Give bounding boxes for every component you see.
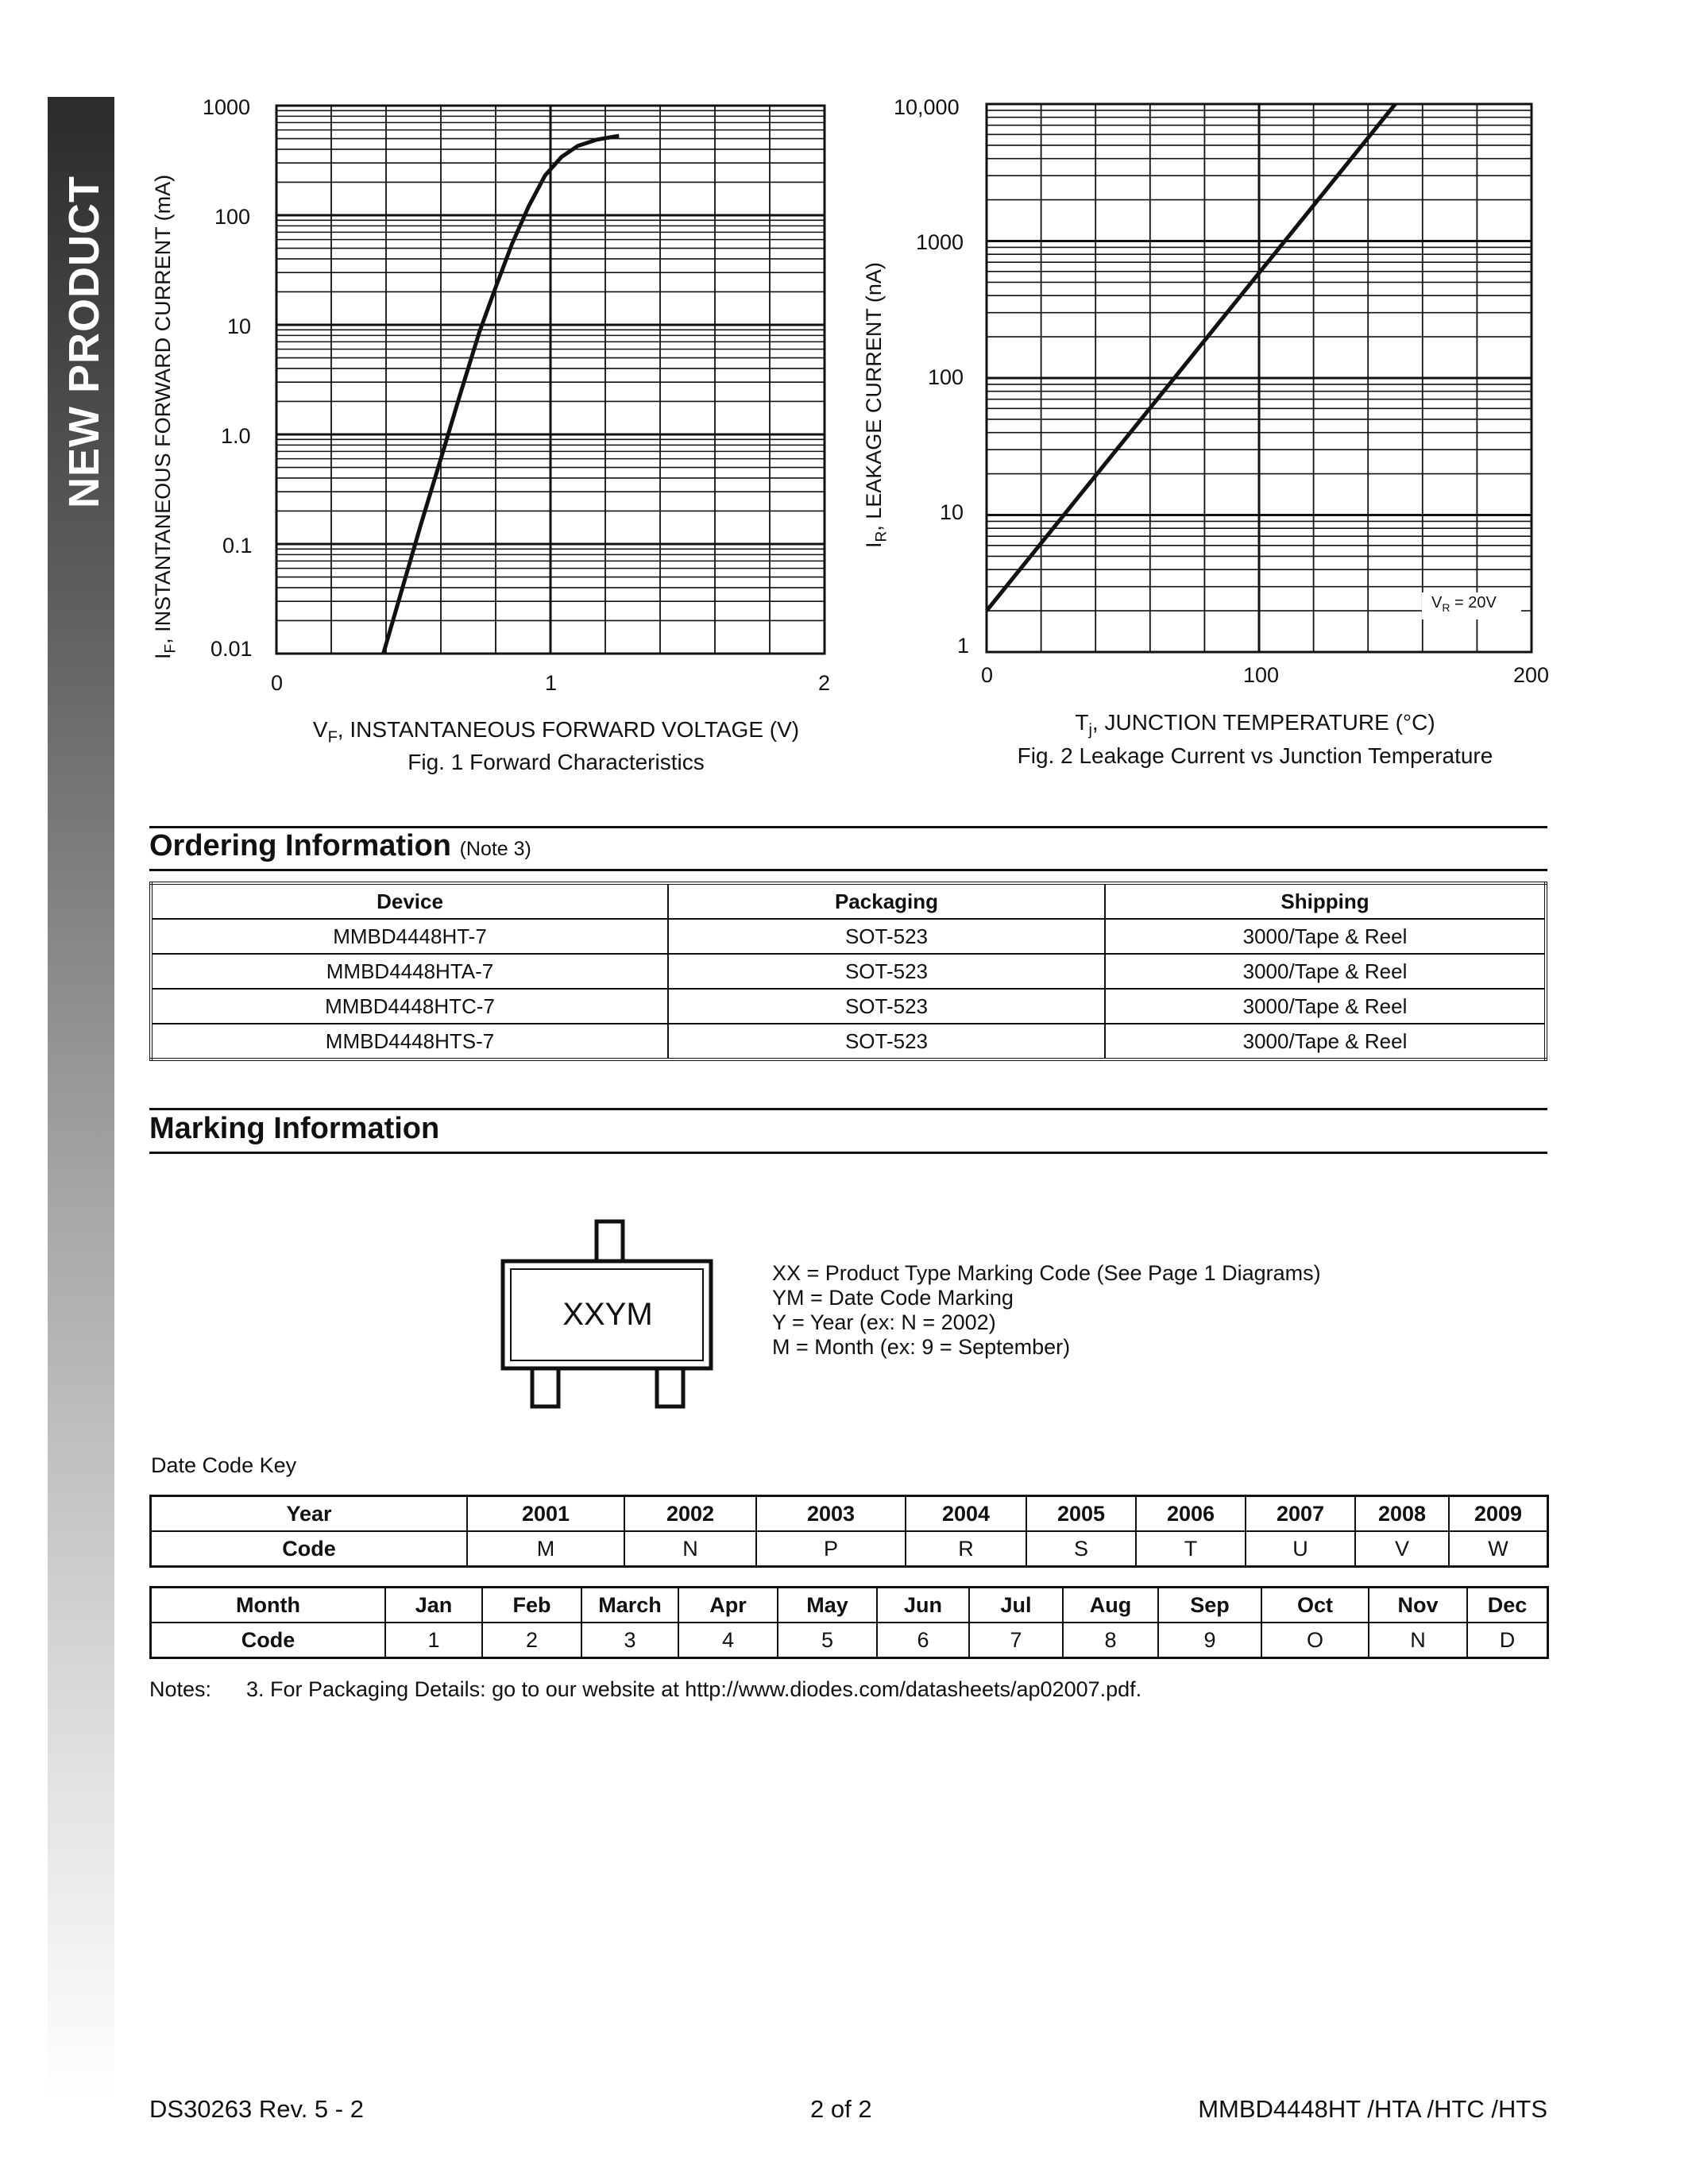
ordering-title: Ordering Information (Note 3) — [149, 829, 531, 862]
marking-description — [772, 1261, 1321, 1360]
month-cell: Aug — [1063, 1588, 1158, 1623]
shipping-cell: 3000/Tape & Reel — [1105, 989, 1546, 1024]
shipping-cell: 3000/Tape & Reel — [1105, 1024, 1546, 1059]
year-code-cell: W — [1449, 1531, 1548, 1567]
month-code-cell: 8 — [1063, 1623, 1158, 1658]
fig1-ytick: 10 — [227, 314, 252, 338]
fig1-xtick: 0 — [271, 671, 284, 695]
device-cell: MMBD4448HTS-7 — [151, 1024, 668, 1059]
month-cell: May — [778, 1588, 877, 1623]
year-code-table — [149, 1495, 1549, 1568]
fig2-caption: Fig. 2 Leakage Current vs Junction Temperature — [1017, 743, 1493, 768]
year-cell: 2002 — [624, 1496, 756, 1532]
month-cell: March — [581, 1588, 678, 1623]
packaging-cell: SOT-523 — [668, 989, 1105, 1024]
year-cell: 2004 — [906, 1496, 1026, 1532]
marking-line: Y = Year (ex: N = 2002) — [772, 1310, 996, 1334]
month-code-cell: 7 — [969, 1623, 1063, 1658]
package-right-pin — [657, 1368, 683, 1406]
year-code-cell: R — [906, 1531, 1026, 1567]
marking-line: YM = Date Code Marking — [772, 1286, 1014, 1310]
month-header: Month — [151, 1588, 386, 1623]
fig2-ytick: 1 — [957, 634, 970, 658]
ordering-header-packaging: Packaging — [668, 883, 1105, 919]
marking-top-rule — [149, 1108, 1547, 1110]
fig2-ytick: 10 — [940, 500, 964, 524]
month-cell: Jun — [877, 1588, 969, 1623]
ordering-header-device: Device — [151, 883, 668, 919]
year-cell: 2001 — [467, 1496, 624, 1532]
figure-2-plot — [0, 0, 1688, 794]
year-cell: 2006 — [1136, 1496, 1246, 1532]
fig2-ytick: 10,000 — [894, 95, 960, 119]
year-cell: 2005 — [1026, 1496, 1136, 1532]
table-row — [151, 989, 1546, 1024]
year-code-cell: M — [467, 1531, 624, 1567]
shipping-cell: 3000/Tape & Reel — [1105, 954, 1546, 989]
figure-2-curve — [987, 104, 1396, 611]
year-code-cell: V — [1355, 1531, 1449, 1567]
table-row — [151, 919, 1546, 954]
month-cell: Dec — [1467, 1588, 1548, 1623]
device-cell: MMBD4448HTC-7 — [151, 989, 668, 1024]
month-code-cell: D — [1467, 1623, 1548, 1658]
fig2-x-axis-label: $T_j$, JUNCTION TEMPERATURE (°C) — [1075, 710, 1435, 739]
fig1-ytick: 0.1 — [222, 534, 253, 558]
fig2-ytick: 100 — [928, 365, 964, 389]
fig1-xtick: 1 — [545, 671, 558, 695]
month-cell: Sep — [1158, 1588, 1261, 1623]
year-cell: 2007 — [1246, 1496, 1355, 1532]
fig1-ytick: 100 — [214, 205, 251, 229]
month-code-cell: N — [1369, 1623, 1467, 1658]
year-code-cell: P — [756, 1531, 906, 1567]
year-code-cell: T — [1136, 1531, 1246, 1567]
month-row — [151, 1588, 1548, 1623]
footer-doc-id: DS30263 Rev. 5 - 2 — [149, 2095, 364, 2123]
fig2-y-axis-label: $I_R$, LEAKAGE CURRENT (nA) — [862, 262, 890, 548]
package-top-pin — [597, 1221, 623, 1261]
code-header: Code — [151, 1623, 386, 1658]
device-cell: MMBD4448HT-7 — [151, 919, 668, 954]
fig1-xtick: 2 — [818, 671, 831, 695]
year-header: Year — [151, 1496, 468, 1532]
year-code-cell: U — [1246, 1531, 1355, 1567]
code-header: Code — [151, 1531, 468, 1567]
sidebar-label: NEW PRODUCT — [60, 176, 108, 508]
packaging-cell: SOT-523 — [668, 954, 1105, 989]
year-code-row — [151, 1531, 1548, 1567]
month-cell: Nov — [1369, 1588, 1467, 1623]
fig1-x-axis-label: $V_F$, INSTANTANEOUS FORWARD VOLTAGE (V) — [312, 717, 800, 747]
year-cell: 2009 — [1449, 1496, 1548, 1532]
ordering-bottom-rule — [149, 869, 1547, 871]
month-code-cell: 1 — [385, 1623, 482, 1658]
month-cell: Feb — [482, 1588, 581, 1623]
fig1-y-axis-label: $I_F$, INSTANTANEOUS FORWARD CURRENT (mA) — [151, 174, 180, 659]
month-code-cell: 6 — [877, 1623, 969, 1658]
year-cell: 2008 — [1355, 1496, 1449, 1532]
ordering-header-row — [151, 883, 1546, 919]
fig2-annotation: $V_R = 20V$ — [1431, 594, 1497, 614]
fig2-xtick: 200 — [1513, 663, 1550, 687]
packaging-cell: SOT-523 — [668, 1024, 1105, 1059]
notes-text: 3. For Packaging Details: go to our website at http://www.diodes.com/datasheets/ap02007.pdf. — [246, 1677, 1142, 1701]
month-code-cell: 2 — [482, 1623, 581, 1658]
marking-bottom-rule — [149, 1152, 1547, 1154]
ordering-table — [149, 882, 1547, 1061]
ordering-top-rule — [149, 826, 1547, 828]
fig1-ytick: 0.01 — [211, 637, 253, 661]
ordering-header-shipping: Shipping — [1105, 883, 1546, 919]
month-code-cell: O — [1261, 1623, 1369, 1658]
month-code-cell: 5 — [778, 1623, 877, 1658]
shipping-cell: 3000/Tape & Reel — [1105, 919, 1546, 954]
fig2-xtick: 100 — [1243, 663, 1280, 687]
year-code-cell: N — [624, 1531, 756, 1567]
month-cell: Jan — [385, 1588, 482, 1623]
fig2-xtick: 0 — [981, 663, 994, 687]
month-code-cell: 4 — [678, 1623, 778, 1658]
footer-page-number: 2 of 2 — [810, 2095, 872, 2123]
marking-line: XX = Product Type Marking Code (See Page 1 Diagrams) — [772, 1261, 1321, 1285]
fig2-ytick: 1000 — [916, 230, 964, 254]
marking-line: M = Month (ex: 9 = September) — [772, 1335, 1071, 1359]
marking-title: Marking Information — [149, 1112, 440, 1145]
month-code-row — [151, 1623, 1548, 1658]
month-code-table — [149, 1586, 1549, 1659]
date-code-key-title: Date Code Key — [151, 1453, 297, 1477]
package-marking-label: XXYM — [562, 1297, 653, 1332]
year-cell: 2003 — [756, 1496, 906, 1532]
table-row — [151, 1024, 1546, 1059]
fig1-ytick: 1000 — [203, 95, 251, 119]
month-cell: Apr — [678, 1588, 778, 1623]
notes-label: Notes: — [149, 1677, 212, 1701]
month-code-cell: 9 — [1158, 1623, 1261, 1658]
ordering-note: (Note 3) — [459, 838, 531, 860]
fig1-ytick: 1.0 — [221, 424, 251, 448]
month-cell: Jul — [969, 1588, 1063, 1623]
month-code-cell: 3 — [581, 1623, 678, 1658]
device-cell: MMBD4448HTA-7 — [151, 954, 668, 989]
footer-part-numbers: MMBD4448HT /HTA /HTC /HTS — [1198, 2095, 1547, 2123]
month-cell: Oct — [1261, 1588, 1369, 1623]
table-row — [151, 954, 1546, 989]
year-row — [151, 1496, 1548, 1532]
package-left-pin — [532, 1368, 558, 1406]
fig1-caption: Fig. 1 Forward Characteristics — [408, 750, 705, 774]
packaging-cell: SOT-523 — [668, 919, 1105, 954]
year-code-cell: S — [1026, 1531, 1136, 1567]
